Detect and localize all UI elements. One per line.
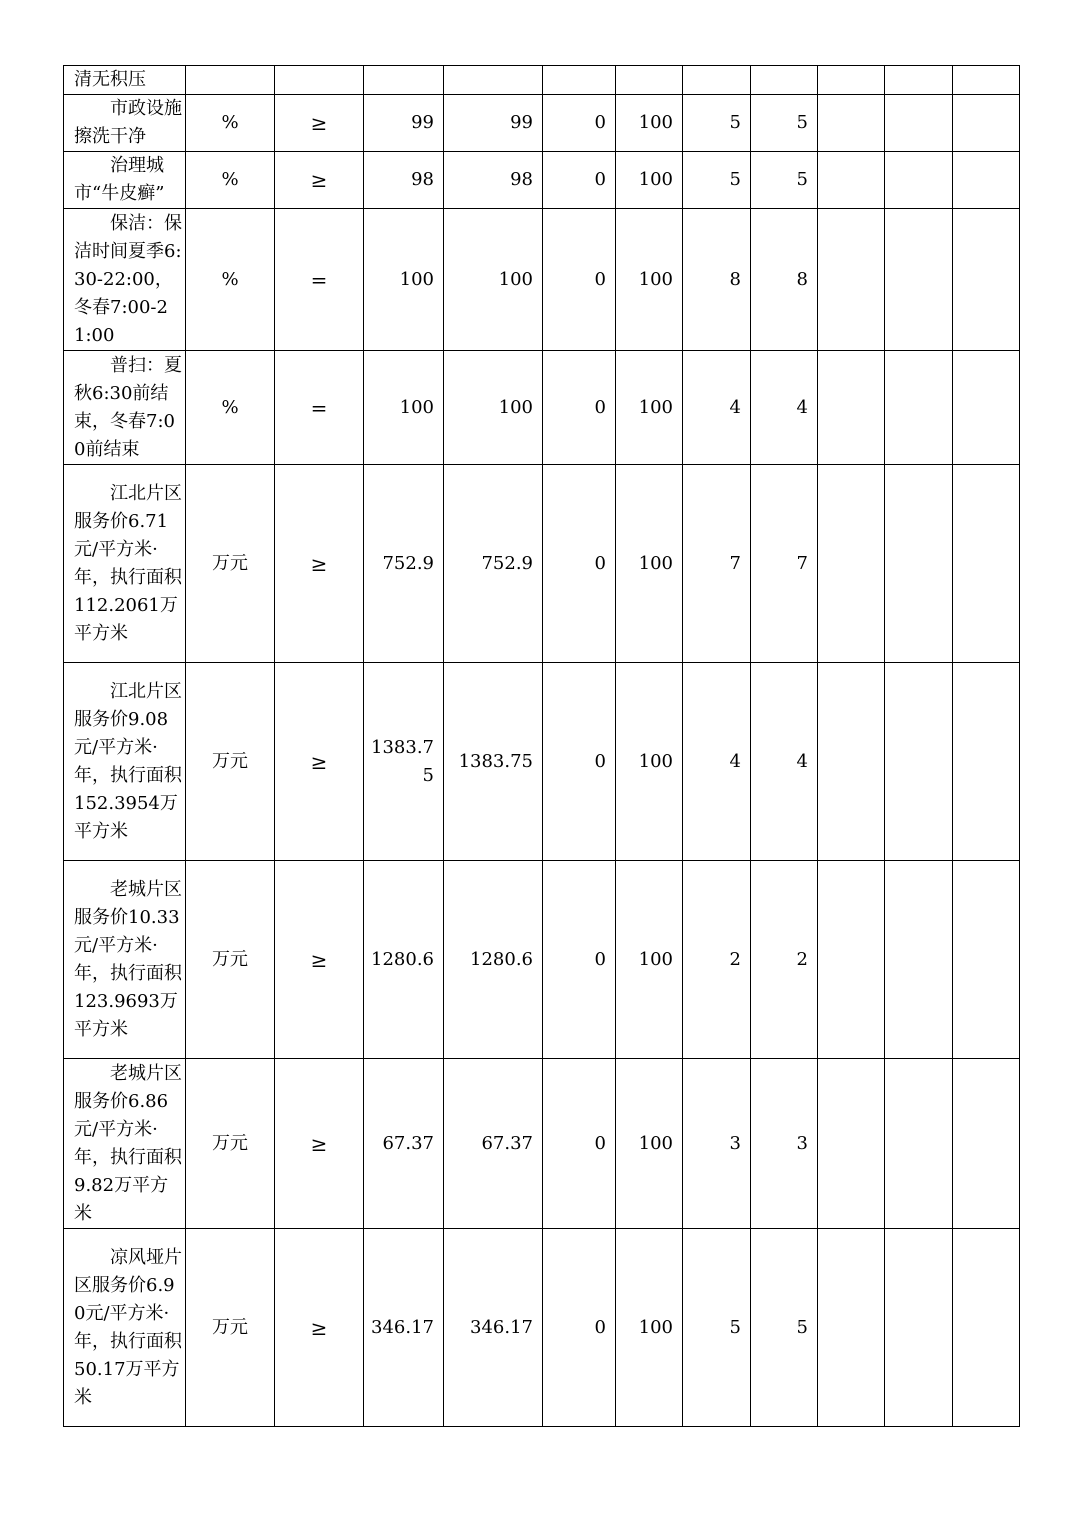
diff-value: [543, 66, 616, 95]
actual-value: 752.9: [444, 465, 543, 663]
target-value: 1383.75: [364, 663, 444, 861]
unit-cell: %: [186, 152, 275, 209]
target-value: 1280.6: [364, 861, 444, 1059]
unit-cell: [186, 66, 275, 95]
empty-cell: [953, 1229, 1020, 1427]
score-value: 7: [751, 465, 818, 663]
completion-rate: 100: [616, 663, 683, 861]
empty-cell: [885, 861, 953, 1059]
unit-cell: 万元: [186, 663, 275, 861]
score-value: [751, 66, 818, 95]
completion-rate: 100: [616, 351, 683, 465]
empty-cell: [953, 209, 1020, 351]
operator-cell: [275, 66, 364, 95]
completion-rate: 100: [616, 861, 683, 1059]
empty-cell: [818, 209, 885, 351]
score-value: 5: [751, 95, 818, 152]
empty-cell: [953, 152, 1020, 209]
diff-value: 0: [543, 351, 616, 465]
weight-value: [683, 66, 751, 95]
completion-rate: 100: [616, 152, 683, 209]
empty-cell: [818, 663, 885, 861]
score-value: 3: [751, 1059, 818, 1229]
empty-cell: [885, 1229, 953, 1427]
indicator-name: 凉风垭片区服务价6.90元/平方米·年，执行面积50.17万平方米: [64, 1229, 186, 1427]
empty-cell: [953, 95, 1020, 152]
operator-cell: ≥: [275, 663, 364, 861]
operator-cell: ≥: [275, 1229, 364, 1427]
empty-cell: [953, 465, 1020, 663]
operator-cell: ≥: [275, 1059, 364, 1229]
completion-rate: [616, 66, 683, 95]
empty-cell: [885, 66, 953, 95]
completion-rate: 100: [616, 209, 683, 351]
indicator-name: 江北片区服务价9.08元/平方米·年，执行面积152.3954万平方米: [64, 663, 186, 861]
score-value: 4: [751, 351, 818, 465]
empty-cell: [818, 95, 885, 152]
empty-cell: [885, 1059, 953, 1229]
empty-cell: [953, 1059, 1020, 1229]
table-row: [64, 1059, 1020, 1229]
actual-value: 67.37: [444, 1059, 543, 1229]
table-row: [64, 1229, 1020, 1427]
target-value: [364, 66, 444, 95]
score-value: 4: [751, 663, 818, 861]
diff-value: 0: [543, 95, 616, 152]
empty-cell: [953, 351, 1020, 465]
weight-value: 5: [683, 1229, 751, 1427]
operator-cell: ≥: [275, 465, 364, 663]
actual-value: 100: [444, 351, 543, 465]
score-value: 5: [751, 1229, 818, 1427]
empty-cell: [885, 663, 953, 861]
empty-cell: [885, 209, 953, 351]
empty-cell: [885, 152, 953, 209]
performance-table: [63, 65, 1020, 1427]
table-row: [64, 861, 1020, 1059]
weight-value: 4: [683, 351, 751, 465]
actual-value: [444, 66, 543, 95]
empty-cell: [953, 663, 1020, 861]
operator-cell: ≥: [275, 152, 364, 209]
target-value: 100: [364, 209, 444, 351]
completion-rate: 100: [616, 95, 683, 152]
empty-cell: [885, 95, 953, 152]
empty-cell: [953, 66, 1020, 95]
unit-cell: 万元: [186, 1229, 275, 1427]
table-row: [64, 95, 1020, 152]
indicator-name: 普扫：夏秋6:30前结束，冬春7:00前结束: [64, 351, 186, 465]
actual-value: 346.17: [444, 1229, 543, 1427]
unit-cell: %: [186, 95, 275, 152]
operator-cell: ≥: [275, 861, 364, 1059]
indicator-name: 治理城市“牛皮癣”: [64, 152, 186, 209]
actual-value: 1280.6: [444, 861, 543, 1059]
target-value: 98: [364, 152, 444, 209]
weight-value: 5: [683, 95, 751, 152]
empty-cell: [818, 351, 885, 465]
table-row: [64, 209, 1020, 351]
completion-rate: 100: [616, 1229, 683, 1427]
empty-cell: [818, 1059, 885, 1229]
diff-value: 0: [543, 209, 616, 351]
actual-value: 1383.75: [444, 663, 543, 861]
diff-value: 0: [543, 663, 616, 861]
score-value: 2: [751, 861, 818, 1059]
empty-cell: [953, 861, 1020, 1059]
indicator-name: 老城片区服务价10.33元/平方米·年，执行面积123.9693万平方米: [64, 861, 186, 1059]
actual-value: 99: [444, 95, 543, 152]
diff-value: 0: [543, 1229, 616, 1427]
target-value: 67.37: [364, 1059, 444, 1229]
indicator-name: 保洁：保洁时间夏季6:30-22:00，冬春7:00-21:00: [64, 209, 186, 351]
empty-cell: [818, 465, 885, 663]
weight-value: 8: [683, 209, 751, 351]
operator-cell: =: [275, 209, 364, 351]
weight-value: 4: [683, 663, 751, 861]
table-row: [64, 663, 1020, 861]
unit-cell: %: [186, 209, 275, 351]
score-value: 8: [751, 209, 818, 351]
diff-value: 0: [543, 861, 616, 1059]
score-value: 5: [751, 152, 818, 209]
unit-cell: 万元: [186, 1059, 275, 1229]
diff-value: 0: [543, 465, 616, 663]
empty-cell: [818, 861, 885, 1059]
weight-value: 3: [683, 1059, 751, 1229]
empty-cell: [818, 66, 885, 95]
actual-value: 98: [444, 152, 543, 209]
completion-rate: 100: [616, 465, 683, 663]
unit-cell: 万元: [186, 861, 275, 1059]
unit-cell: %: [186, 351, 275, 465]
indicator-name: 清无积压: [64, 66, 186, 95]
diff-value: 0: [543, 1059, 616, 1229]
table-row: [64, 66, 1020, 95]
unit-cell: 万元: [186, 465, 275, 663]
indicator-name: 老城片区服务价6.86元/平方米·年，执行面积9.82万平方米: [64, 1059, 186, 1229]
target-value: 752.9: [364, 465, 444, 663]
target-value: 346.17: [364, 1229, 444, 1427]
actual-value: 100: [444, 209, 543, 351]
indicator-name: 江北片区服务价6.71元/平方米·年，执行面积112.2061万平方米: [64, 465, 186, 663]
weight-value: 5: [683, 152, 751, 209]
target-value: 99: [364, 95, 444, 152]
weight-value: 2: [683, 861, 751, 1059]
empty-cell: [885, 351, 953, 465]
diff-value: 0: [543, 152, 616, 209]
operator-cell: =: [275, 351, 364, 465]
completion-rate: 100: [616, 1059, 683, 1229]
operator-cell: ≥: [275, 95, 364, 152]
weight-value: 7: [683, 465, 751, 663]
empty-cell: [885, 465, 953, 663]
indicator-name: 市政设施擦洗干净: [64, 95, 186, 152]
table-row: [64, 152, 1020, 209]
target-value: 100: [364, 351, 444, 465]
table-row: [64, 465, 1020, 663]
empty-cell: [818, 152, 885, 209]
empty-cell: [818, 1229, 885, 1427]
table-row: [64, 351, 1020, 465]
